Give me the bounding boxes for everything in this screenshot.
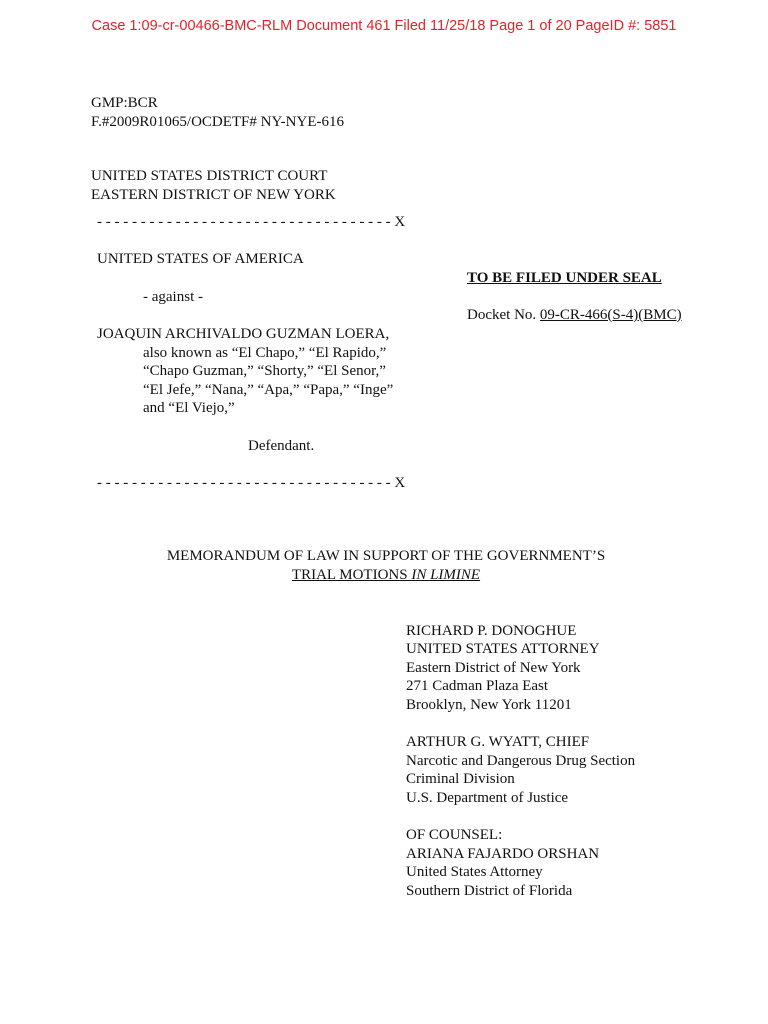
defendant-alias-line: “El Jefe,” “Nana,” “Apa,” “Papa,” “Inge” (143, 382, 394, 398)
caption-rule-bottom: - - - - - - - - - - - - - - - - - - - - - - - - - - - - - - - - - - X (97, 475, 406, 491)
memo-title-line2 (0, 566, 768, 585)
plaintiff-name: UNITED STATES OF AMERICA (97, 251, 304, 267)
signature-line: 271 Cadman Plaza East (406, 678, 549, 694)
signature-line: OF COUNSEL: (406, 827, 503, 843)
caption-rule-top: - - - - - - - - - - - - - - - - - - - - - - - - - - - - - - - - - - X (97, 214, 406, 230)
defendant-alias-line: and “El Viejo,” (143, 400, 235, 416)
defendant-name: JOAQUIN ARCHIVALDO GUZMAN LOERA, (97, 326, 390, 342)
defendant-alias-line: also known as “El Chapo,” “El Rapido,” (143, 345, 387, 361)
ecf-filing-header: Case 1:09-cr-00466-BMC-RLM Document 461 Filed 11/25/18 Page 1 of 20 PageID #: 5851 (91, 18, 677, 34)
signature-line: Eastern District of New York (406, 660, 581, 676)
seal-notice: TO BE FILED UNDER SEAL (467, 270, 662, 286)
signature-line: Narcotic and Dangerous Drug Section (406, 753, 636, 769)
file-ref-initials: GMP:BCR (91, 95, 158, 111)
memo-title-line1: MEMORANDUM OF LAW IN SUPPORT OF THE GOVERNMENT’S (166, 548, 606, 564)
signature-line: U.S. Department of Justice (406, 790, 569, 806)
defendant-alias-line: “Chapo Guzman,” “Shorty,” “El Senor,” (143, 363, 386, 379)
court-district: EASTERN DISTRICT OF NEW YORK (91, 187, 336, 203)
signature-line: United States Attorney (406, 864, 543, 880)
signature-line: Southern District of Florida (406, 883, 573, 899)
memo-title-plain: TRIAL MOTIONS (291, 567, 412, 583)
memo-title-italic: IN LIMINE (411, 567, 481, 583)
docket-label: Docket No. (467, 307, 540, 323)
signature-line: RICHARD P. DONOGHUE (406, 623, 577, 639)
docket-number (467, 306, 682, 325)
defendant-label: Defendant. (248, 438, 315, 454)
against-label: - against - (143, 289, 203, 305)
signature-line: Criminal Division (406, 771, 515, 787)
signature-line: Brooklyn, New York 11201 (406, 697, 572, 713)
signature-line: UNITED STATES ATTORNEY (406, 641, 600, 657)
file-ref-number: F.#2009R01065/OCDETF# NY-NYE-616 (91, 114, 344, 130)
signature-line: ARTHUR G. WYATT, CHIEF (406, 734, 590, 750)
docket-value: 09-CR-466(S-4)(BMC) (539, 307, 682, 323)
court-name: UNITED STATES DISTRICT COURT (91, 168, 328, 184)
signature-line: ARIANA FAJARDO ORSHAN (406, 846, 600, 862)
